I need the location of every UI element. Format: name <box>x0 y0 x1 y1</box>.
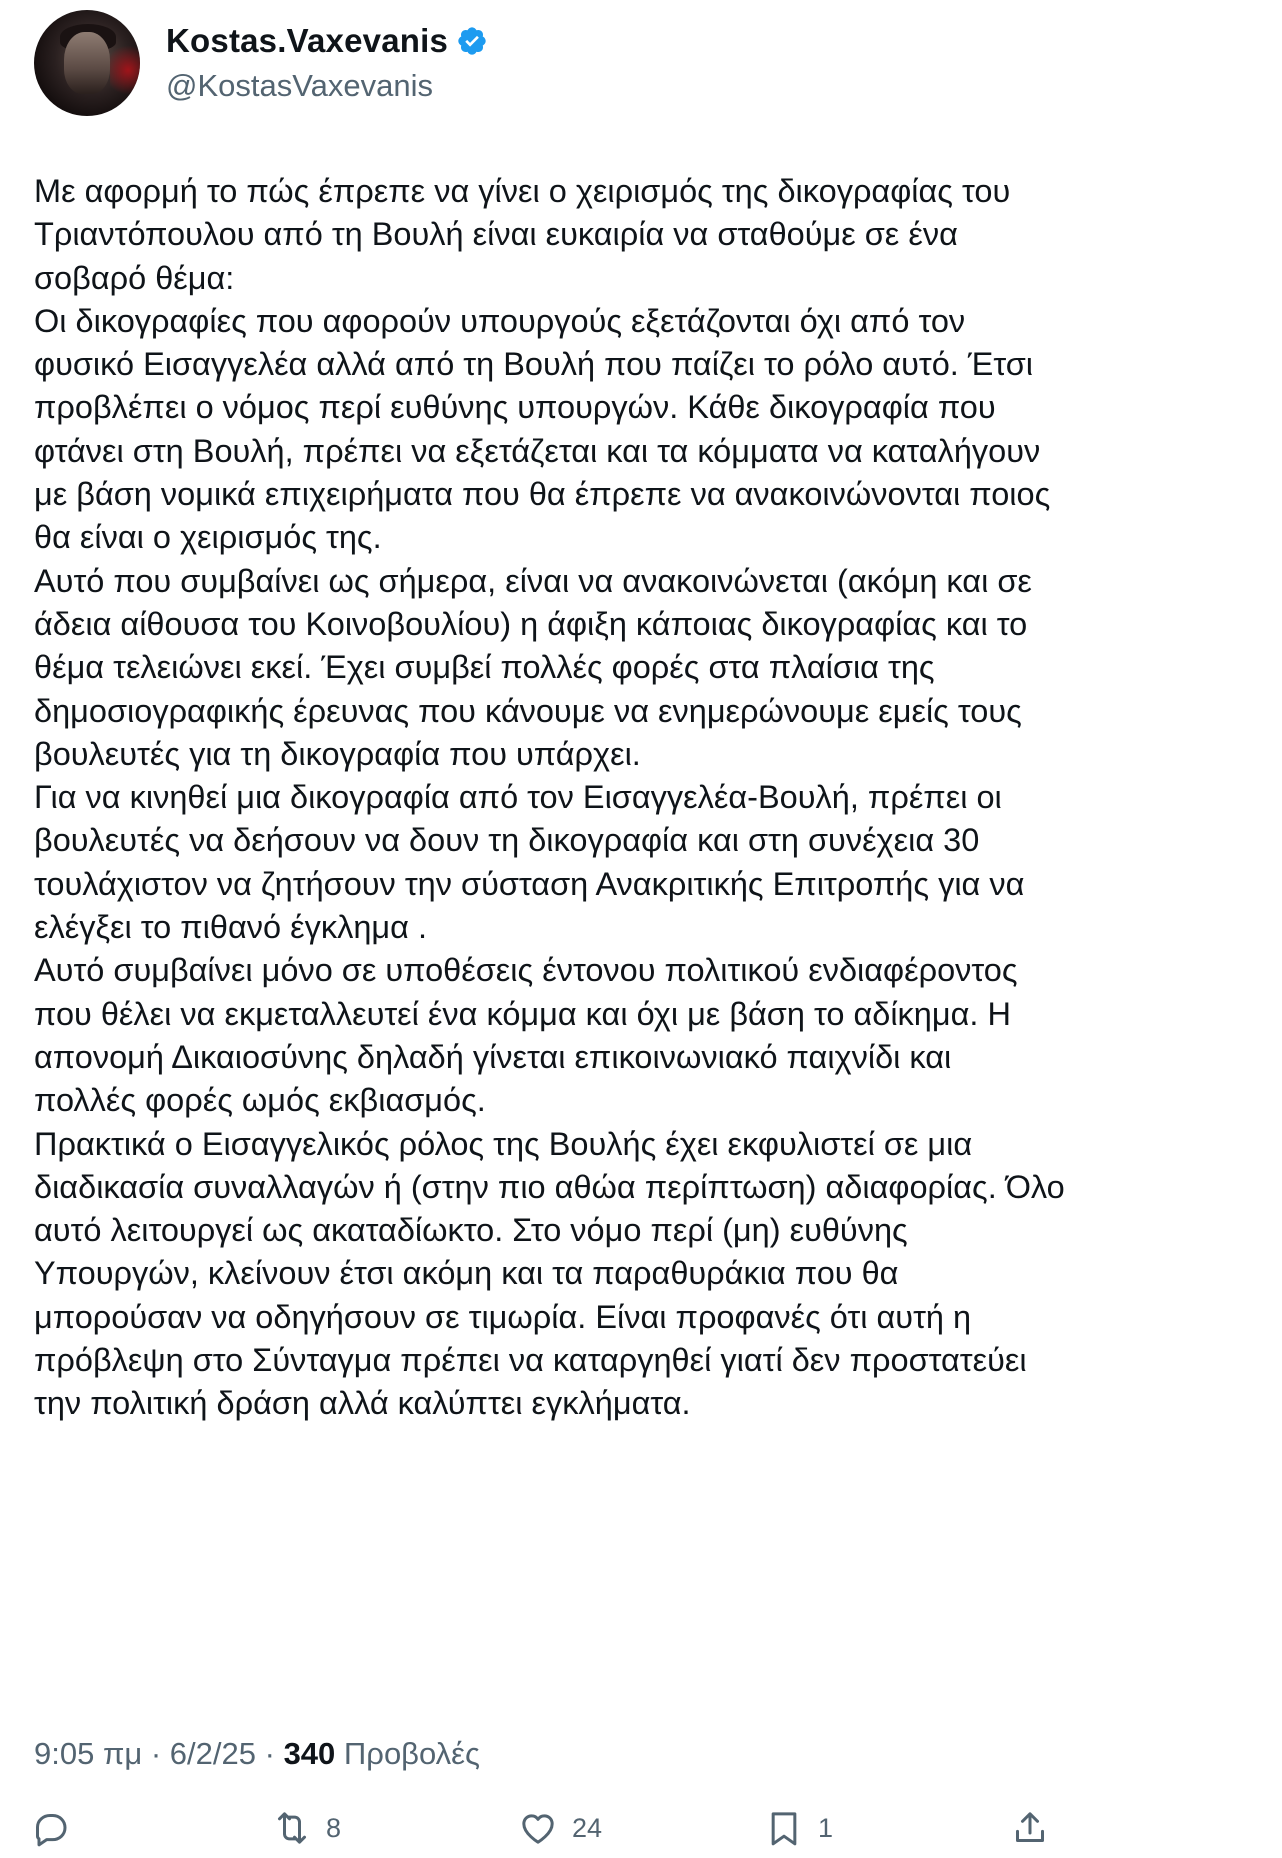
verified-badge-icon[interactable] <box>456 25 488 57</box>
avatar-face <box>64 32 110 94</box>
tweet-text-line: αυτό λειτουργεί ως ακαταδίωκτο. Στο νόμο περί (μη) ευθύνης <box>34 1212 908 1249</box>
tweet-text-line: με βάση νομικά επιχειρήματα που θα έπρεπε να ανακοινώνονται ποιος <box>34 476 1051 513</box>
repost-button[interactable] <box>272 1808 341 1848</box>
tweet-text-line: Υπουργών, κλείνουν έτσι ακόμη και τα παραθυράκια που θα <box>34 1255 899 1292</box>
meta-separator: · <box>150 1736 162 1771</box>
like-count: 24 <box>572 1812 603 1843</box>
handle[interactable]: @KostasVaxevanis <box>166 68 433 103</box>
tweet-text-line: Τριαντόπουλου από τη Βουλή είναι ευκαιρία να σταθούμε σε ένα <box>34 216 958 253</box>
tweet-text-line: δημοσιογραφικής έρευνας που κάνουμε να ενημερώνουμε εμείς τους <box>34 692 1022 729</box>
tweet-time[interactable]: 9:05 πμ <box>34 1736 143 1771</box>
bookmark-count: 1 <box>818 1812 834 1843</box>
views-label[interactable]: Προβολές <box>343 1736 480 1771</box>
bookmark-button[interactable] <box>764 1808 833 1848</box>
author-names <box>166 22 488 104</box>
tweet-text-line: βουλευτές να δεήσουν να δουν τη δικογραφία και στη συνέχεια 30 <box>34 822 980 859</box>
tweet-text-line: φυσικό Εισαγγελέα αλλά από τη Βουλή που παίζει το ρόλο αυτό. Έτσι <box>34 346 1033 383</box>
tweet-text-line: που θέλει να εκμεταλλευτεί ένα κόμμα και όχι με βάση το αδίκημα. Η <box>34 995 1011 1032</box>
tweet-text-line: φτάνει στη Βουλή, πρέπει να εξετάζεται και τα κόμματα να καταλήγουν <box>34 432 1041 469</box>
meta-separator: · <box>264 1736 275 1771</box>
tweet-text-line: απονομή Δικαιοσύνης δηλαδή γίνεται επικοινωνιακό παιχνίδι και <box>34 1038 952 1075</box>
tweet-text-line: βουλευτές για τη δικογραφία που υπάρχει. <box>34 735 641 772</box>
tweet-text-line: Με αφορμή το πώς έπρεπε να γίνει ο χειρισμός της δικογραφίας του <box>34 173 1011 209</box>
tweet-text-line: θέμα τελειώνει εκεί. Έχει συμβεί πολλές φορές στα πλαίσια της <box>34 649 935 686</box>
tweet-text <box>34 170 1264 1426</box>
tweet-date[interactable]: 6/2/25 <box>169 1736 256 1771</box>
avatar[interactable] <box>34 10 140 116</box>
tweet-text-line: Οι δικογραφίες που αφορούν υπουργούς εξετάζονται όχι από τον <box>34 302 966 339</box>
repost-count: 8 <box>326 1812 342 1843</box>
bookmark-icon <box>764 1808 804 1848</box>
tweet-text-line: προβλέπει ο νόμος περί ευθύνης υπουργών. Κάθε δικογραφία που <box>34 389 996 426</box>
tweet-header <box>34 8 488 118</box>
share-button[interactable] <box>1010 1808 1064 1848</box>
tweet-text-line: θα είναι ο χειρισμός της. <box>34 519 382 556</box>
tweet-text-line: Πρακτικά ο Εισαγγελικός ρόλος της Βουλής έχει εκφυλιστεί σε μια <box>34 1125 973 1162</box>
like-icon <box>518 1808 558 1848</box>
tweet-text-line: Αυτό συμβαίνει μόνο σε υποθέσεις έντονου πολιτικού ενδιαφέροντος <box>34 952 1018 989</box>
tweet-text-line: άδεια αίθουσα του Κοινοβουλίου) η άφιξη κάποιας δικογραφίας και το <box>34 605 1028 642</box>
tweet-meta <box>34 1736 480 1772</box>
views-count[interactable]: 340 <box>283 1736 336 1771</box>
repost-icon <box>272 1808 312 1848</box>
tweet-text-line: μπορούσαν να οδηγήσουν σε τιμωρία. Είναι προφανές ότι αυτή η <box>34 1298 972 1335</box>
tweet-text-line: πρόβλεψη στο Σύνταγμα πρέπει να καταργηθεί γιατί δεν προστατεύει <box>34 1342 1027 1379</box>
display-name-row <box>166 22 488 60</box>
display-name[interactable]: Kostas.Vaxevanis <box>166 22 449 59</box>
tweet-text-line: Για να κινηθεί μια δικογραφία από τον Εισαγγελέα-Βουλή, πρέπει οι <box>34 779 1002 816</box>
reply-icon <box>30 1808 70 1848</box>
action-bar <box>0 1808 1282 1848</box>
avatar-red-glow <box>110 40 140 100</box>
tweet-text-line: τουλάχιστον να ζητήσουν την σύσταση Ανακριτικής Επιτροπής για να <box>34 865 1025 902</box>
reply-button[interactable] <box>30 1808 84 1848</box>
like-button[interactable] <box>518 1808 602 1848</box>
tweet-text-line: πολλές φορές ωμός εκβιασμός. <box>34 1082 486 1119</box>
tweet-text-line: διαδικασία συναλλαγών ή (στην πιο αθώα περίπτωση) αδιαφορίας. Όλο <box>34 1168 1065 1205</box>
tweet-text-line: σοβαρό θέμα: <box>34 259 235 296</box>
tweet-text-line: την πολιτική δράση αλλά καλύπτει εγκλήματα. <box>34 1385 691 1422</box>
tweet-text-line: Αυτό που συμβαίνει ως σήμερα, είναι να ανακοινώνεται (ακόμη και σε <box>34 562 1032 599</box>
share-icon <box>1010 1808 1050 1848</box>
tweet-text-line: ελέγξει το πιθανό έγκλημα . <box>34 909 427 946</box>
